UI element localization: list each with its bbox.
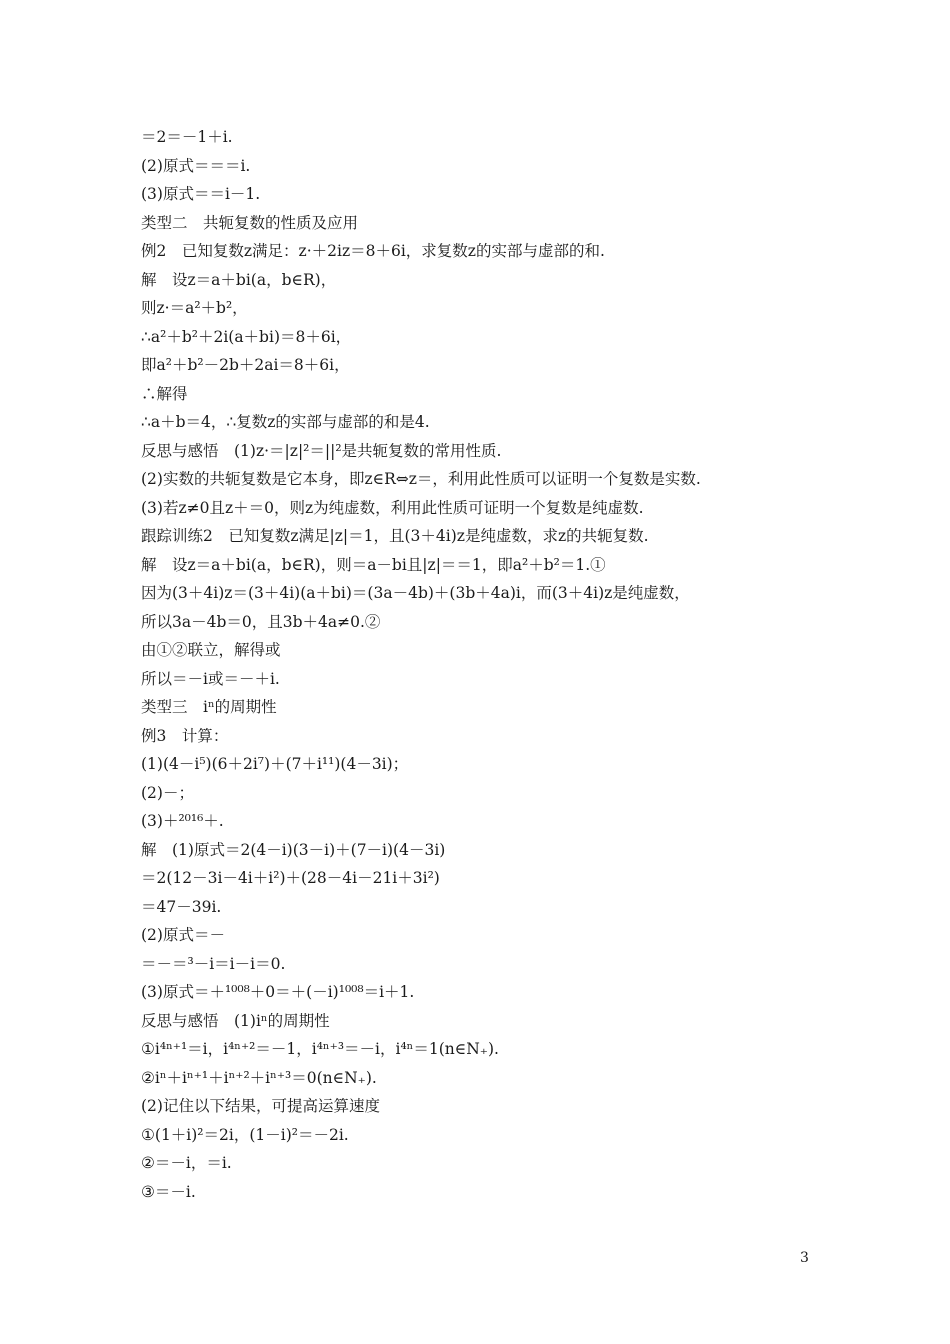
text-line: ＝47－39i. (141, 898, 222, 916)
text-line: (2)原式＝－ (141, 926, 225, 944)
text-line: ①(1＋i)²＝2i，(1－i)²＝－2i. (141, 1126, 349, 1144)
text-line: ③＝－i. (141, 1183, 196, 1201)
text-line: ∴a＋b＝4，∴复数z的实部与虚部的和是4. (141, 413, 430, 431)
text-line: (3)原式＝＋¹⁰⁰⁸＋0＝＋(－i)¹⁰⁰⁸＝i＋1. (141, 983, 415, 1001)
text-line: 解 设z＝a＋bi(a，b∈R)，则＝a－bi且|z|＝＝1，即a²＋b²＝1.① (141, 556, 606, 574)
text-line: 由①②联立，解得或 (141, 641, 281, 659)
text-line: (2)记住以下结果，可提高运算速度 (141, 1097, 380, 1115)
text-line: 因为(3＋4i)z＝(3＋4i)(a＋bi)＝(3a－4b)＋(3b＋4a)i，而(3＋4i)z是纯虚数， (141, 584, 690, 602)
text-line: (2)实数的共轭复数是它本身，即z∈R⇔z＝，利用此性质可以证明一个复数是实数. (141, 470, 701, 488)
text-line: (1)(4－i⁵)(6＋2i⁷)＋(7＋i¹¹)(4－3i)； (141, 755, 409, 773)
text-line: ＝2＝－1＋i. (141, 128, 233, 146)
page-number: 3 (800, 1250, 809, 1266)
text-line: (3)＋²⁰¹⁶＋. (141, 812, 224, 830)
example-statement: 例2 已知复数z满足：z·＋2iz＝8＋6i，求复数z的实部与虚部的和. (141, 242, 605, 260)
text-line: ②iⁿ＋iⁿ⁺¹＋iⁿ⁺²＋iⁿ⁺³＝0(n∈N₊). (141, 1069, 377, 1087)
text-line: ∴a²＋b²＋2i(a＋bi)＝8＋6i， (141, 328, 352, 346)
text-line: 解 (1)原式＝2(4－i)(3－i)＋(7－i)(4－3i) (141, 841, 446, 859)
text-line: ∴解得 (141, 385, 188, 403)
text-line: ＝－＝³－i＝i－i＝0. (141, 955, 286, 973)
text-line: (2)原式＝＝＝i. (141, 157, 251, 175)
section-heading: 类型三 iⁿ的周期性 (141, 698, 277, 716)
text-line: (2)－； (141, 784, 194, 802)
text-line: (3)若z≠0且z＋＝0，则z为纯虚数，利用此性质可证明一个复数是纯虚数. (141, 499, 644, 517)
text-line: 解 设z＝a＋bi(a，b∈R)， (141, 271, 337, 289)
text-line: ②＝－i，＝i. (141, 1154, 232, 1172)
text-line: 即a²＋b²－2b＋2ai＝8＋6i， (141, 356, 350, 374)
text-line: (3)原式＝＝i－1. (141, 185, 261, 203)
text-line: ①i⁴ⁿ⁺¹＝i，i⁴ⁿ⁺²＝－1，i⁴ⁿ⁺³＝－i，i⁴ⁿ＝1(n∈N₊). (141, 1040, 499, 1058)
reflection-heading: 反思与感悟 (1)iⁿ的周期性 (141, 1012, 330, 1030)
text-line: 所以3a－4b＝0，且3b＋4a≠0.② (141, 613, 381, 631)
text-line: ＝2(12－3i－4i＋i²)＋(28－4i－21i＋3i²) (141, 869, 440, 887)
exercise-statement: 跟踪训练2 已知复数z满足|z|＝1，且(3＋4i)z是纯虚数，求z的共轭复数. (141, 527, 649, 545)
text-line: 则z·＝a²＋b²， (141, 299, 248, 317)
text-line: 所以＝－i或＝－＋i. (141, 670, 280, 688)
section-heading: 类型二 共轭复数的性质及应用 (141, 214, 359, 232)
example-statement: 例3 计算： (141, 727, 229, 745)
reflection-heading: 反思与感悟 (1)z·＝|z|²＝||²是共轭复数的常用性质. (141, 442, 502, 460)
